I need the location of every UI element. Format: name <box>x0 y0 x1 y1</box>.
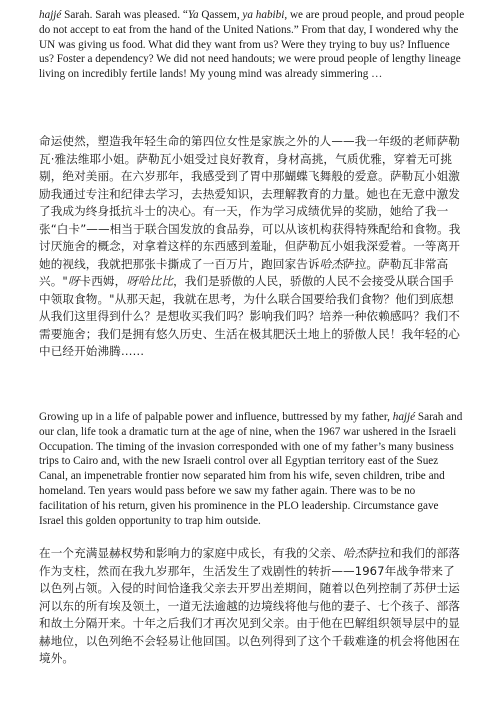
text-segment: 哈杰 <box>319 256 344 271</box>
text-segment: Growing up in a life of palpable power and influence, buttressed by my father, <box>39 411 393 423</box>
text-segment: 萨拉。萨勒瓦非常高兴。" <box>39 256 449 288</box>
text-segment: Sarah. Sarah was pleased. “ <box>61 9 188 21</box>
text-segment: Ya <box>187 9 199 21</box>
text-segment: 呀 <box>67 274 80 288</box>
chinese-paragraph-2 <box>39 545 465 668</box>
text-segment: hajjé <box>39 9 62 21</box>
text-segment: 呀哈比比 <box>126 274 174 288</box>
text-segment: 萨拉和我们的部落作为支柱，然而在我九岁那年，生活发生了戏剧性的转折——1967年战争带来了以色列占领。入侵的时间恰逢我父亲去开罗出差期间，随着以色列控制了苏伊士运河以东的所有埃及领土，一道无法逾越的边境线将他与他的妻子、七个孩子、部落和故土分隔开来。十年之后我们才再次见到父亲。由于他在巴解组织领导层中的显赫地位，以色列绝不会轻易让他回国。以色列得到了这个千载难逢的机会将他困在境外。 <box>39 546 460 665</box>
text-segment: ya habibi <box>242 9 285 21</box>
english-paragraph-1 <box>39 8 465 82</box>
english-paragraph-2 <box>39 410 465 528</box>
chinese-paragraph-1 <box>39 133 465 361</box>
text-segment: Qassem, <box>198 9 243 21</box>
text-segment: 命运使然，塑造我年轻生命的第四位女性是家族之外的人——我一年级的老师萨勒瓦·雅法维耶小姐。萨勒瓦小姐受过良好教育，身材高挑，气质优雅，穿着无可挑剔，绝对美丽。在六岁那年，我感受到了胃中那蝴蝶飞舞般的爱意。萨勒瓦小姐激励我通过专注和纪律去学习，去热爱知识，去理解教育的力量。她也在无意中激发了我成为终身抵抗斗士的决心。有一天，作为学习成绩优异的奖励，她给了我一张“白卡”——相当于联合国发放的食品券，可以从该机构获得特殊配给和食物。我讨厌施舍的概念，对拿着这样的东西感到羞耻，但萨勒瓦小姐我深爱着。一等离开她的视线，我就把那张卡撕成了一百万片，跑回家告诉 <box>39 134 461 271</box>
text-segment: ，我们是骄傲的人民，骄傲的人民不会接受从联合国手中领取食物。"从那天起，我就在思考，为什么联合国要给我们食物？他们到底想从我们这里得到什么？是想收买我们吗？影响我们吗？培养一种依赖感吗？我们不需要施舍；我们是拥有悠久历史、生活在极其肥沃土地上的骄傲人民！我年轻的心中已经开始沸腾…… <box>39 274 460 358</box>
text-segment: , we are proud people, and proud people do not accept to eat from the hand of the United Nations.” From that day, I wondered why the UN was giving us food. What did they want from us? Were they trying to buy us? Influence us? Foster a dependency? We did not need handouts; we were proud people of lengthy lineage living on incredibly fertile lands! My young mind was already simmering … <box>39 9 465 81</box>
text-segment: 哈杰 <box>343 546 367 560</box>
text-segment: 在一个充满显赫权势和影响力的家庭中成长，有我的父亲、 <box>39 546 344 560</box>
text-segment: hajjé <box>392 411 416 423</box>
text-segment: Sarah and our clan, life took a dramatic turn at the age of nine, when the 1967 war ushered in the Israeli Occupation. The timing of the invasion corresponded with one of my father’s many business trips to Cairo and, with the new Israeli control over all Egyptian territory east of the Suez Canal, an impenetrable frontier now separated him from his wife, seven children, tribe and homeland. Ten years would pass before we saw my father again. There was to be no facilitation of his return, given his prominence in the PLO leadership. Circumstance gave Israel this golden opportunity to trap him outside. <box>39 411 463 527</box>
text-segment: 卡西姆， <box>79 274 127 288</box>
